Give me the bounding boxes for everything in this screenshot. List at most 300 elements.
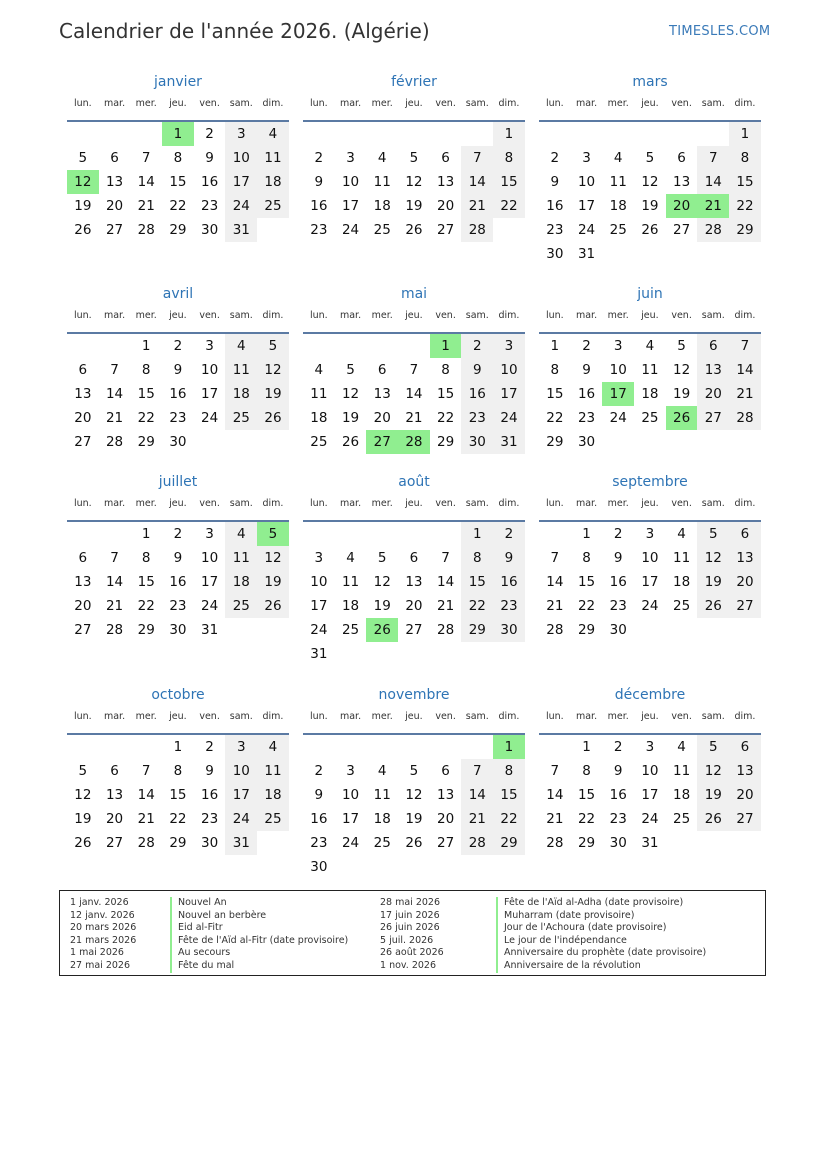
day-cell: 19 bbox=[641, 198, 659, 214]
day-cell: 8 bbox=[441, 362, 450, 378]
day-cell: 17 bbox=[341, 198, 360, 214]
day-cell: 21 bbox=[137, 811, 155, 827]
legend-holiday-name: Nouvel an berbère bbox=[170, 910, 348, 923]
weekday-label: dim. bbox=[498, 310, 520, 321]
legend-date: 21 mars 2026 bbox=[70, 934, 137, 946]
day-cell: 20 bbox=[105, 811, 124, 827]
day-cell: 29 bbox=[137, 434, 155, 450]
weekday-label: sam. bbox=[229, 498, 253, 509]
weekday-label: sam. bbox=[701, 498, 725, 509]
day-cell: 23 bbox=[169, 410, 187, 426]
month-name: août bbox=[398, 474, 430, 490]
weekday-label: mer. bbox=[135, 711, 157, 722]
day-cell: 12 bbox=[257, 546, 289, 570]
day-cell: 27 bbox=[729, 594, 761, 618]
day-cell: 16 bbox=[493, 570, 525, 594]
weekday-label: dim. bbox=[734, 310, 756, 321]
day-cell: 28 bbox=[437, 622, 455, 638]
day-cell: 31 bbox=[225, 218, 257, 242]
day-cell: 5 bbox=[78, 150, 88, 166]
weekday-label: mar. bbox=[339, 98, 362, 109]
legend-holiday-name: Fête de l'Aïd al-Fitr (date provisoire) bbox=[170, 935, 348, 948]
weekday-header bbox=[67, 498, 289, 514]
day-cell: 9 bbox=[613, 763, 623, 779]
day-cell: 20 bbox=[373, 410, 391, 426]
weekday-label: dim. bbox=[262, 711, 284, 722]
day-cell: 3 bbox=[225, 122, 257, 146]
day-cell: 11 bbox=[609, 174, 627, 190]
day-cell: 9 bbox=[582, 362, 591, 378]
weekday-label: jeu. bbox=[405, 310, 423, 321]
day-cell: 31 bbox=[310, 646, 328, 662]
day-cell: 7 bbox=[729, 334, 761, 358]
day-cell: 22 bbox=[493, 807, 525, 831]
empty-cell bbox=[398, 522, 430, 546]
weekday-label: mer. bbox=[607, 498, 629, 509]
day-cell: 23 bbox=[201, 811, 219, 827]
legend-names bbox=[496, 897, 706, 973]
day-grid bbox=[67, 735, 289, 855]
day-cell: 16 bbox=[201, 174, 219, 190]
holiday-day-cell: 5 bbox=[257, 522, 289, 546]
weekday-label: mar. bbox=[575, 711, 598, 722]
weekday-label: ven. bbox=[671, 711, 692, 722]
day-cell: 28 bbox=[729, 406, 761, 430]
day-cell: 18 bbox=[225, 382, 257, 406]
empty-cell bbox=[335, 334, 367, 358]
day-cell: 24 bbox=[609, 410, 627, 426]
month-4 bbox=[303, 284, 525, 454]
weekday-label: lun. bbox=[309, 711, 328, 722]
weekday-label: sam. bbox=[465, 711, 489, 722]
day-cell: 8 bbox=[582, 550, 591, 566]
day-cell: 24 bbox=[225, 807, 257, 831]
day-cell: 27 bbox=[729, 807, 761, 831]
day-cell: 29 bbox=[437, 434, 455, 450]
day-cell: 18 bbox=[341, 598, 360, 614]
weekday-label: lun. bbox=[309, 98, 328, 109]
weekday-label: dim. bbox=[734, 711, 756, 722]
weekday-header bbox=[539, 711, 761, 727]
day-cell: 19 bbox=[257, 382, 289, 406]
legend-holiday-name: Fête du mal bbox=[170, 960, 348, 973]
weekday-label: jeu. bbox=[169, 711, 187, 722]
weekday-label: mer. bbox=[371, 498, 393, 509]
day-cell: 9 bbox=[461, 358, 493, 382]
day-cell: 19 bbox=[257, 570, 289, 594]
weekday-label: ven. bbox=[435, 711, 456, 722]
weekday-label: sam. bbox=[701, 310, 725, 321]
day-cell: 2 bbox=[173, 526, 183, 542]
holiday-day-cell: 28 bbox=[398, 430, 430, 454]
legend-date: 27 mai 2026 bbox=[70, 959, 131, 971]
weekday-label: lun. bbox=[309, 498, 328, 509]
day-cell: 21 bbox=[405, 410, 423, 426]
day-cell: 4 bbox=[257, 735, 289, 759]
day-cell: 25 bbox=[609, 222, 627, 238]
day-cell: 14 bbox=[546, 787, 564, 803]
day-cell: 8 bbox=[493, 146, 525, 170]
day-cell: 14 bbox=[729, 358, 761, 382]
day-cell: 16 bbox=[201, 787, 219, 803]
weekday-label: sam. bbox=[465, 98, 489, 109]
day-cell: 19 bbox=[697, 783, 729, 807]
weekday-label: ven. bbox=[199, 310, 220, 321]
empty-cell bbox=[67, 522, 99, 546]
day-cell: 25 bbox=[373, 222, 391, 238]
day-cell: 27 bbox=[74, 434, 92, 450]
legend-date: 28 mai 2026 bbox=[380, 897, 441, 908]
day-cell: 26 bbox=[697, 807, 729, 831]
day-cell: 8 bbox=[461, 546, 493, 570]
weekday-header bbox=[303, 498, 525, 514]
day-cell: 10 bbox=[577, 174, 596, 190]
day-cell: 28 bbox=[137, 222, 155, 238]
day-cell: 1 bbox=[582, 739, 591, 755]
weekday-label: mar. bbox=[575, 310, 598, 321]
weekday-header bbox=[303, 310, 525, 326]
day-cell: 6 bbox=[409, 550, 419, 566]
day-cell: 11 bbox=[310, 386, 328, 402]
day-cell: 27 bbox=[697, 406, 729, 430]
day-cell: 6 bbox=[677, 150, 686, 166]
day-cell: 1 bbox=[141, 526, 151, 542]
weekday-label: dim. bbox=[262, 498, 284, 509]
day-cell: 4 bbox=[346, 550, 355, 566]
day-cell: 30 bbox=[201, 835, 219, 851]
day-cell: 1 bbox=[729, 122, 761, 146]
empty-cell bbox=[398, 735, 430, 759]
day-cell: 12 bbox=[341, 386, 360, 402]
day-cell: 25 bbox=[257, 807, 289, 831]
month-5 bbox=[539, 284, 761, 454]
day-cell: 15 bbox=[577, 787, 596, 803]
day-cell: 13 bbox=[697, 358, 729, 382]
day-cell: 12 bbox=[697, 546, 729, 570]
day-cell: 20 bbox=[405, 598, 423, 614]
day-cell: 17 bbox=[641, 787, 659, 803]
day-cell: 13 bbox=[673, 174, 691, 190]
empty-cell bbox=[130, 122, 162, 146]
weekday-label: lun. bbox=[545, 98, 564, 109]
day-cell: 27 bbox=[437, 222, 455, 238]
day-cell: 25 bbox=[225, 406, 257, 430]
day-cell: 7 bbox=[550, 550, 560, 566]
month-name: octobre bbox=[151, 687, 205, 703]
day-cell: 8 bbox=[173, 150, 183, 166]
day-cell: 2 bbox=[314, 150, 324, 166]
empty-cell bbox=[67, 122, 99, 146]
weekday-label: jeu. bbox=[641, 310, 659, 321]
day-cell: 15 bbox=[137, 574, 155, 590]
day-cell: 20 bbox=[105, 198, 124, 214]
day-cell: 22 bbox=[137, 410, 155, 426]
day-cell: 6 bbox=[729, 522, 761, 546]
day-cell: 4 bbox=[314, 362, 324, 378]
legend-date: 26 août 2026 bbox=[380, 947, 444, 959]
day-cell: 19 bbox=[405, 811, 423, 827]
day-cell: 6 bbox=[441, 763, 450, 779]
weekday-label: mar. bbox=[103, 98, 126, 109]
day-cell: 25 bbox=[641, 410, 659, 426]
day-cell: 4 bbox=[257, 122, 289, 146]
weekday-label: dim. bbox=[498, 98, 520, 109]
weekday-label: mar. bbox=[103, 711, 126, 722]
day-cell: 2 bbox=[613, 739, 623, 755]
day-cell: 15 bbox=[169, 174, 187, 190]
day-cell: 5 bbox=[697, 522, 729, 546]
day-cell: 29 bbox=[493, 831, 525, 855]
day-cell: 12 bbox=[257, 358, 289, 382]
day-cell: 14 bbox=[697, 170, 729, 194]
empty-cell bbox=[130, 735, 162, 759]
month-name: décembre bbox=[614, 687, 686, 703]
weekday-label: jeu. bbox=[405, 711, 423, 722]
day-cell: 21 bbox=[461, 807, 493, 831]
day-cell: 20 bbox=[697, 382, 729, 406]
day-cell: 29 bbox=[137, 622, 155, 638]
holiday-day-cell: 26 bbox=[366, 618, 398, 642]
empty-cell bbox=[430, 122, 462, 146]
day-cell: 3 bbox=[645, 526, 655, 542]
day-cell: 10 bbox=[201, 550, 219, 566]
day-cell: 5 bbox=[409, 150, 419, 166]
weekday-header bbox=[67, 98, 289, 114]
day-cell: 19 bbox=[405, 198, 423, 214]
day-cell: 29 bbox=[577, 835, 596, 851]
weekday-header bbox=[539, 98, 761, 114]
day-cell: 5 bbox=[409, 763, 419, 779]
empty-cell bbox=[366, 334, 398, 358]
day-cell: 8 bbox=[141, 550, 151, 566]
day-cell: 18 bbox=[373, 198, 391, 214]
legend-holiday-name: Anniversaire du prophète (date provisoire) bbox=[496, 947, 706, 960]
day-cell: 10 bbox=[493, 358, 525, 382]
day-cell: 22 bbox=[437, 410, 455, 426]
day-cell: 26 bbox=[405, 222, 423, 238]
day-cell: 21 bbox=[729, 382, 761, 406]
weekday-label: mar. bbox=[339, 310, 362, 321]
legend-date: 1 nov. 2026 bbox=[380, 959, 436, 971]
day-grid bbox=[303, 122, 525, 242]
day-cell: 23 bbox=[546, 222, 564, 238]
day-cell: 28 bbox=[697, 218, 729, 242]
day-cell: 17 bbox=[341, 811, 360, 827]
day-cell: 11 bbox=[641, 362, 659, 378]
day-cell: 29 bbox=[461, 618, 493, 642]
day-grid bbox=[539, 122, 761, 266]
day-cell: 7 bbox=[461, 146, 493, 170]
day-cell: 23 bbox=[493, 594, 525, 618]
day-cell: 26 bbox=[341, 434, 360, 450]
day-cell: 23 bbox=[609, 598, 627, 614]
day-cell: 26 bbox=[74, 835, 92, 851]
day-cell: 3 bbox=[346, 150, 355, 166]
day-cell: 20 bbox=[729, 783, 761, 807]
day-cell: 29 bbox=[577, 622, 596, 638]
weekday-label: jeu. bbox=[405, 98, 423, 109]
day-cell: 11 bbox=[257, 759, 289, 783]
empty-cell bbox=[303, 735, 335, 759]
legend-holiday-name: Le jour de l'indépendance bbox=[496, 935, 706, 948]
brand-link[interactable]: TIMESLES.COM bbox=[669, 24, 771, 39]
day-cell: 26 bbox=[405, 835, 423, 851]
month-2 bbox=[539, 72, 761, 266]
day-cell: 4 bbox=[613, 150, 623, 166]
day-cell: 19 bbox=[697, 570, 729, 594]
weekday-label: mer. bbox=[371, 711, 393, 722]
day-cell: 23 bbox=[577, 410, 596, 426]
day-cell: 14 bbox=[405, 386, 423, 402]
holiday-day-cell: 1 bbox=[493, 735, 525, 759]
day-cell: 20 bbox=[437, 811, 455, 827]
day-cell: 12 bbox=[405, 174, 423, 190]
day-cell: 16 bbox=[577, 386, 596, 402]
day-grid bbox=[67, 522, 289, 642]
day-cell: 13 bbox=[74, 386, 92, 402]
month-3 bbox=[67, 284, 289, 454]
day-cell: 22 bbox=[577, 811, 596, 827]
day-cell: 4 bbox=[377, 150, 387, 166]
empty-cell bbox=[99, 122, 131, 146]
day-cell: 6 bbox=[729, 735, 761, 759]
day-cell: 12 bbox=[641, 174, 659, 190]
empty-cell bbox=[67, 334, 99, 358]
weekday-label: lun. bbox=[545, 498, 564, 509]
day-cell: 10 bbox=[341, 174, 360, 190]
day-cell: 19 bbox=[373, 598, 391, 614]
day-cell: 15 bbox=[546, 386, 564, 402]
day-cell: 10 bbox=[641, 763, 659, 779]
month-9 bbox=[67, 685, 289, 855]
day-cell: 20 bbox=[74, 598, 92, 614]
empty-cell bbox=[634, 122, 666, 146]
day-cell: 4 bbox=[225, 334, 257, 358]
day-cell: 17 bbox=[225, 783, 257, 807]
day-cell: 17 bbox=[641, 574, 659, 590]
day-cell: 21 bbox=[546, 811, 564, 827]
weekday-label: mer. bbox=[607, 711, 629, 722]
day-cell: 15 bbox=[493, 170, 525, 194]
day-cell: 21 bbox=[437, 598, 455, 614]
day-cell: 3 bbox=[613, 338, 623, 354]
legend-date: 26 juin 2026 bbox=[380, 922, 440, 934]
weekday-label: mer. bbox=[135, 98, 157, 109]
weekday-label: lun. bbox=[309, 310, 328, 321]
day-cell: 30 bbox=[493, 618, 525, 642]
weekday-label: dim. bbox=[498, 711, 520, 722]
day-cell: 24 bbox=[641, 598, 659, 614]
empty-cell bbox=[571, 122, 603, 146]
day-cell: 17 bbox=[201, 574, 219, 590]
day-cell: 9 bbox=[613, 550, 623, 566]
day-cell: 4 bbox=[645, 338, 655, 354]
page-title: Calendrier de l'année 2026. (Algérie) bbox=[59, 19, 430, 43]
day-cell: 17 bbox=[577, 198, 596, 214]
day-cell: 11 bbox=[225, 358, 257, 382]
weekday-label: ven. bbox=[199, 98, 220, 109]
legend-date: 5 juil. 2026 bbox=[380, 934, 434, 946]
day-cell: 16 bbox=[546, 198, 564, 214]
day-cell: 7 bbox=[550, 763, 560, 779]
day-cell: 4 bbox=[225, 522, 257, 546]
day-cell: 30 bbox=[169, 622, 187, 638]
weekday-label: sam. bbox=[229, 98, 253, 109]
day-cell: 10 bbox=[341, 787, 360, 803]
day-cell: 30 bbox=[310, 859, 328, 875]
month-7 bbox=[303, 472, 525, 666]
weekday-label: sam. bbox=[465, 310, 489, 321]
month-1 bbox=[303, 72, 525, 242]
day-cell: 18 bbox=[673, 787, 691, 803]
month-name: septembre bbox=[612, 474, 688, 490]
day-cell: 5 bbox=[677, 338, 686, 354]
day-cell: 22 bbox=[169, 198, 187, 214]
day-cell: 6 bbox=[377, 362, 387, 378]
weekday-label: mer. bbox=[607, 310, 629, 321]
day-cell: 29 bbox=[169, 222, 187, 238]
weekday-label: mer. bbox=[135, 498, 157, 509]
day-cell: 10 bbox=[225, 759, 257, 783]
day-cell: 3 bbox=[645, 739, 655, 755]
legend-dates bbox=[380, 897, 444, 973]
day-cell: 2 bbox=[613, 526, 623, 542]
day-cell: 13 bbox=[74, 574, 92, 590]
weekday-label: lun. bbox=[545, 310, 564, 321]
day-cell: 8 bbox=[550, 362, 560, 378]
day-cell: 7 bbox=[461, 759, 493, 783]
day-grid bbox=[539, 735, 761, 855]
day-cell: 5 bbox=[645, 150, 655, 166]
day-cell: 16 bbox=[310, 811, 328, 827]
legend-holiday-name: Au secours bbox=[170, 947, 348, 960]
day-cell: 30 bbox=[609, 622, 627, 638]
month-10 bbox=[303, 685, 525, 879]
day-cell: 1 bbox=[173, 739, 183, 755]
day-cell: 6 bbox=[110, 763, 119, 779]
legend-holiday-name: Eid al-Fitr bbox=[170, 922, 348, 935]
day-cell: 17 bbox=[201, 386, 219, 402]
day-cell: 22 bbox=[729, 194, 761, 218]
weekday-label: sam. bbox=[229, 711, 253, 722]
month-name: juin bbox=[637, 286, 663, 302]
day-cell: 3 bbox=[314, 550, 324, 566]
weekday-label: mer. bbox=[371, 310, 393, 321]
day-cell: 14 bbox=[105, 574, 124, 590]
day-cell: 28 bbox=[105, 434, 124, 450]
empty-cell bbox=[67, 735, 99, 759]
day-cell: 12 bbox=[74, 787, 92, 803]
empty-cell bbox=[366, 122, 398, 146]
legend-dates bbox=[70, 897, 136, 973]
weekday-label: lun. bbox=[73, 98, 92, 109]
day-cell: 28 bbox=[461, 831, 493, 855]
month-name: janvier bbox=[154, 74, 202, 90]
weekday-header bbox=[67, 711, 289, 727]
weekday-label: jeu. bbox=[169, 498, 187, 509]
weekday-label: mar. bbox=[575, 98, 598, 109]
day-grid bbox=[303, 735, 525, 879]
day-cell: 30 bbox=[546, 246, 564, 262]
day-cell: 25 bbox=[373, 835, 391, 851]
day-cell: 11 bbox=[673, 763, 691, 779]
weekday-label: ven. bbox=[671, 98, 692, 109]
day-cell: 24 bbox=[201, 598, 219, 614]
weekday-label: ven. bbox=[435, 498, 456, 509]
day-cell: 19 bbox=[74, 198, 92, 214]
legend-date: 20 mars 2026 bbox=[70, 922, 137, 934]
day-cell: 14 bbox=[461, 783, 493, 807]
